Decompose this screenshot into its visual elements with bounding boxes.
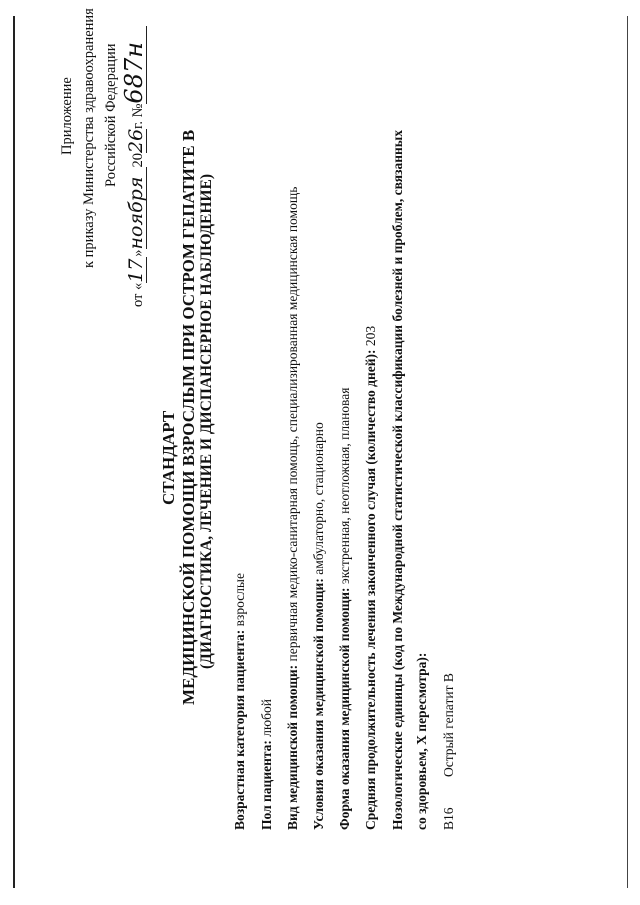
field-value: любой [259, 699, 274, 741]
field-value: 203 [363, 325, 378, 350]
order-number-handwritten: 687н [122, 26, 147, 104]
field-label: Условия оказания медицинской помощи: [311, 578, 326, 830]
appendix-line-1: к приказу Министерства здравоохранения [81, 8, 97, 268]
year-handwritten: 26 [125, 128, 147, 153]
nosology-code: B16 [441, 807, 456, 830]
appendix-title: Приложение [59, 77, 75, 155]
field-age-category [233, 573, 247, 830]
field-value: экстренная, неотложная, плановая [337, 387, 352, 588]
field-sex [260, 699, 274, 830]
field-label: Пол пациента: [259, 740, 274, 830]
field-value: амбулаторно, стационарно [311, 422, 326, 579]
nosology-name: Острый гепатит B [441, 673, 456, 777]
field-label: Форма оказания медицинской помощи: [337, 587, 352, 830]
standard-title: СТАНДАРТ [159, 410, 178, 505]
field-care-form [338, 388, 352, 830]
standard-subtitle: МЕДИЦИНСКОЙ ПОМОЩИ ВЗРОСЛЫМ ПРИ ОСТРОМ ГЕПАТИТЕ В [179, 129, 198, 705]
field-care-type [286, 187, 300, 830]
field-label: Возрастная категория пациента: [232, 629, 247, 830]
field-value: первичная медико-санитарная помощь, специализированная медицинская помощь [285, 186, 300, 665]
standard-scope: (ДИАГНОСТИКА, ЛЕЧЕНИЕ И ДИСПАНСЕРНОЕ НАБЛЮДЕНИЕ) [198, 174, 215, 669]
appendix-line-2: Российской Федерации [103, 43, 119, 187]
appendix-date-line [122, 26, 147, 307]
field-label: Средняя продолжительность лечения законченного случая (количество дней): [363, 349, 378, 830]
field-care-conditions [312, 422, 326, 830]
date-mid: » [130, 249, 146, 257]
date-prefix: от « [130, 282, 146, 307]
month-handwritten: ноября [127, 167, 147, 249]
year-prefix: 20 [130, 152, 146, 168]
field-value: взрослые [232, 573, 247, 630]
number-prefix: г. № [130, 103, 146, 129]
day-handwritten: 17 [125, 258, 147, 283]
nosology-heading-line-1: Нозологические единицы (код по Международной статистической классификации болезней и проблем, связанных [390, 129, 405, 830]
field-average-duration [364, 326, 378, 830]
field-label: Вид медицинской помощи: [285, 664, 300, 830]
nosology-heading-line-2: со здоровьем, X пересмотра): [414, 652, 429, 830]
